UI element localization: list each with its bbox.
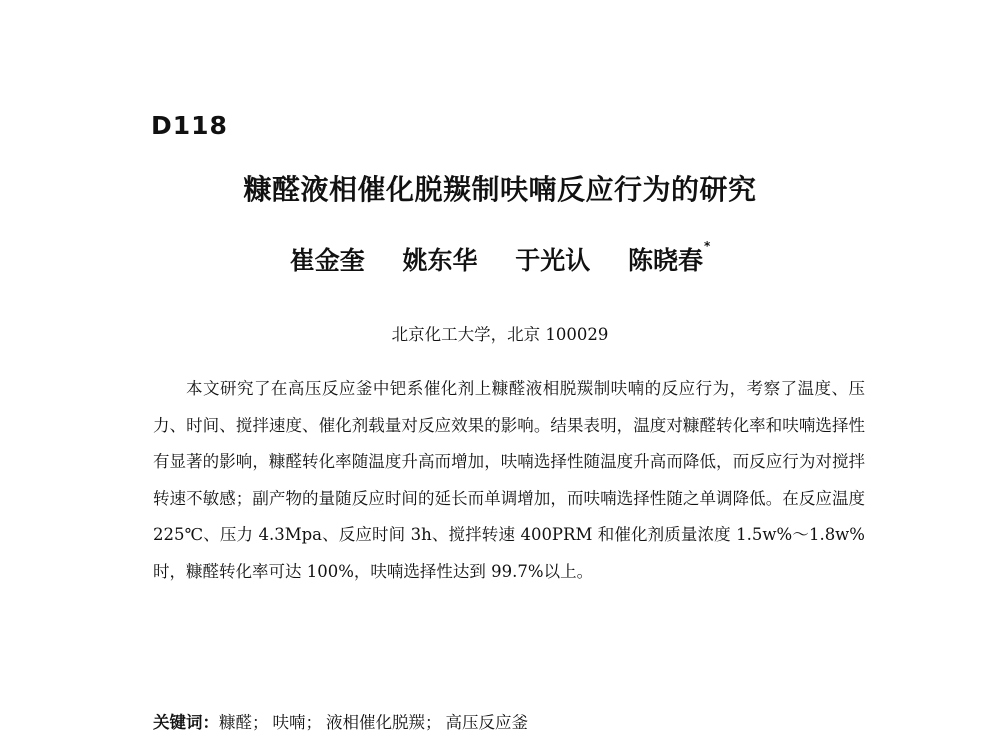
author-name: 姚东华 (402, 246, 478, 275)
keyword: 糠醛 (219, 713, 252, 732)
keywords-line (153, 709, 528, 733)
keyword: 高压反应釜 (445, 713, 528, 732)
keyword-separator: ； (252, 713, 269, 732)
abstract-text: 本文研究了在高压反应釜中钯系催化剂上糠醛液相脱羰制呋喃的反应行为，考察了温度、压力、时间、搅拌速度、催化剂载量对反应效果的影响。结果表明，温度对糠醛转化率和呋喃选择性有显著的影响，糠醛转化率随温度升高而增加，呋喃选择性随温度升高而降低，而反应行为对搅拌转速不敏感；副产物的量随反应时间的延长而单调增加，而呋喃选择性随之单调降低。在反应温度 225℃、压力 4.3Mpa、反应时间 3h、搅拌转速 400PRM 和催化剂质量浓度 1.5w%～1.8w%时，糠醛转化率可达 100%，呋喃选择性达到 99.7%以上。 (153, 379, 865, 581)
affiliation: 北京化工大学，北京 100029 (391, 325, 609, 344)
keyword: 液相催化脱羰 (326, 713, 425, 732)
author-name: 崔金奎 (289, 246, 365, 275)
paper-title: 糠醛液相催化脱羰制呋喃反应行为的研究 (243, 173, 757, 206)
keyword: 呋喃 (272, 713, 306, 732)
author-name-corresponding: 陈晓春* (627, 239, 711, 275)
keyword-separator: ； (425, 713, 442, 732)
corresponding-author-mark: * (703, 239, 711, 253)
keywords-label: 关键词： (153, 713, 219, 732)
author-list (0, 241, 1000, 277)
author-name: 于光认 (515, 246, 591, 275)
keyword-separator: ； (305, 713, 322, 732)
paper-code: D118 (151, 111, 228, 140)
